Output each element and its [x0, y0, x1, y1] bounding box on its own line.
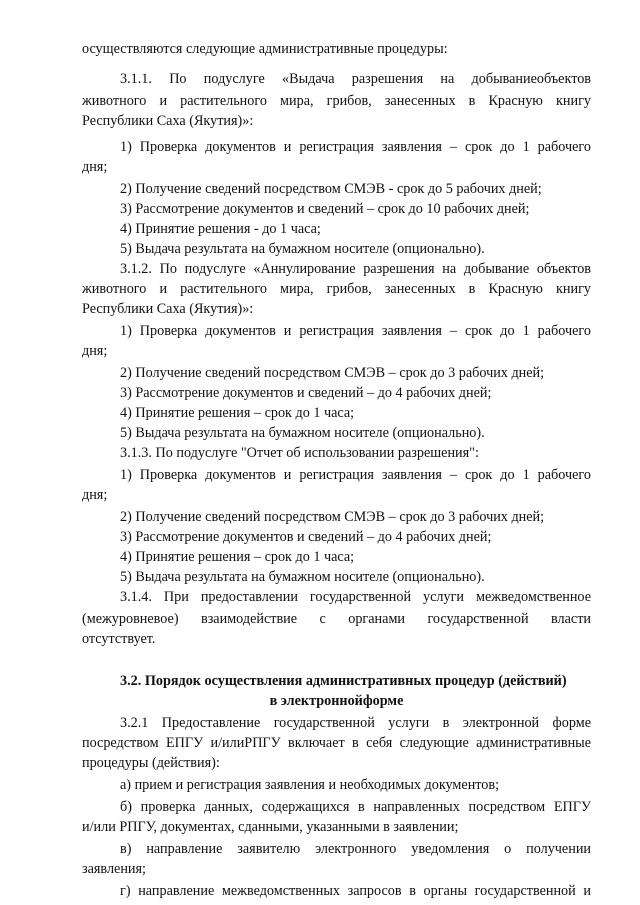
text-line: 5) Выдача результата на бумажном носителе (опционально).: [120, 241, 485, 257]
text-line: и/или РПГУ, документах, сданными, указанными в заявлении;: [82, 819, 459, 835]
text-line: 3.1.1. По подуслуге «Выдача разрешения на добываниеобъектов: [120, 71, 591, 87]
text-line: Республики Саха (Якутия)»:: [82, 113, 254, 129]
text-line: 1) Проверка документов и регистрация заявления – срок до 1 рабочего: [120, 323, 591, 339]
text-line: дня;: [82, 343, 108, 359]
text-line: 3.1.2. По подуслуге «Аннулирование разрешения на добывание объектов: [120, 261, 591, 277]
text-line: 4) Принятие решения – срок до 1 часа;: [120, 549, 355, 565]
text-line: процедуры (действия):: [82, 755, 220, 771]
text-line: а) прием и регистрация заявления и необходимых документов;: [120, 777, 500, 793]
text-line: 5) Выдача результата на бумажном носителе (опционально).: [120, 569, 485, 585]
text-line: животного и растительного мира, грибов, занесенных в Красную книгу: [82, 93, 591, 109]
text-line: 5) Выдача результата на бумажном носителе (опционально).: [120, 425, 485, 441]
text-line: 3.1.3. По подуслуге "Отчет об использовании разрешения":: [120, 445, 479, 461]
text-line: 1) Проверка документов и регистрация заявления – срок до 1 рабочего: [120, 139, 591, 155]
text-line: 3) Рассмотрение документов и сведений – до 4 рабочих дней;: [120, 529, 492, 545]
text-line: г) направление межведомственных запросов в органы государственной и: [120, 883, 591, 899]
text-line: б) проверка данных, содержащихся в направленных посредством ЕПГУ: [120, 799, 591, 815]
text-line: 3) Рассмотрение документов и сведений – срок до 10 рабочих дней;: [120, 201, 530, 217]
text-line: (межуровневое) взаимодействие с органами государственной власти: [82, 611, 591, 627]
text-line: дня;: [82, 487, 108, 503]
text-line: животного и растительного мира, грибов, занесенных в Красную книгу: [82, 281, 591, 297]
text-line: заявления;: [82, 861, 146, 877]
text-line: дня;: [82, 159, 108, 175]
text-line: 4) Принятие решения - до 1 часа;: [120, 221, 321, 237]
text-line: 4) Принятие решения – срок до 1 часа;: [120, 405, 355, 421]
text-line: посредством ЕПГУ и/илиРПГУ включает в себя следующие административные: [82, 735, 591, 751]
text-line: 3.1.4. При предоставлении государственной услуги межведомственное: [120, 589, 591, 605]
text-line: 3) Рассмотрение документов и сведений – до 4 рабочих дней;: [120, 385, 492, 401]
text-line: осуществляются следующие административные процедуры:: [82, 41, 448, 57]
text-line: отсутствует.: [82, 631, 156, 647]
text-line: 1) Проверка документов и регистрация заявления – срок до 1 рабочего: [120, 467, 591, 483]
text-line: 3.2.1 Предоставление государственной услуги в электронной форме: [120, 715, 591, 731]
text-line: в) направление заявителю электронного уведомления о получении: [120, 841, 591, 857]
text-line: Республики Саха (Якутия)»:: [82, 301, 254, 317]
section-heading: 3.2. Порядок осуществления административных процедур (действий): [120, 673, 567, 689]
text-line: 2) Получение сведений посредством СМЭВ – срок до 3 рабочих дней;: [120, 509, 545, 525]
text-line: 2) Получение сведений посредством СМЭВ - срок до 5 рабочих дней;: [120, 181, 542, 197]
section-heading: в электроннойформе: [269, 693, 404, 709]
text-line: 2) Получение сведений посредством СМЭВ – срок до 3 рабочих дней;: [120, 365, 545, 381]
